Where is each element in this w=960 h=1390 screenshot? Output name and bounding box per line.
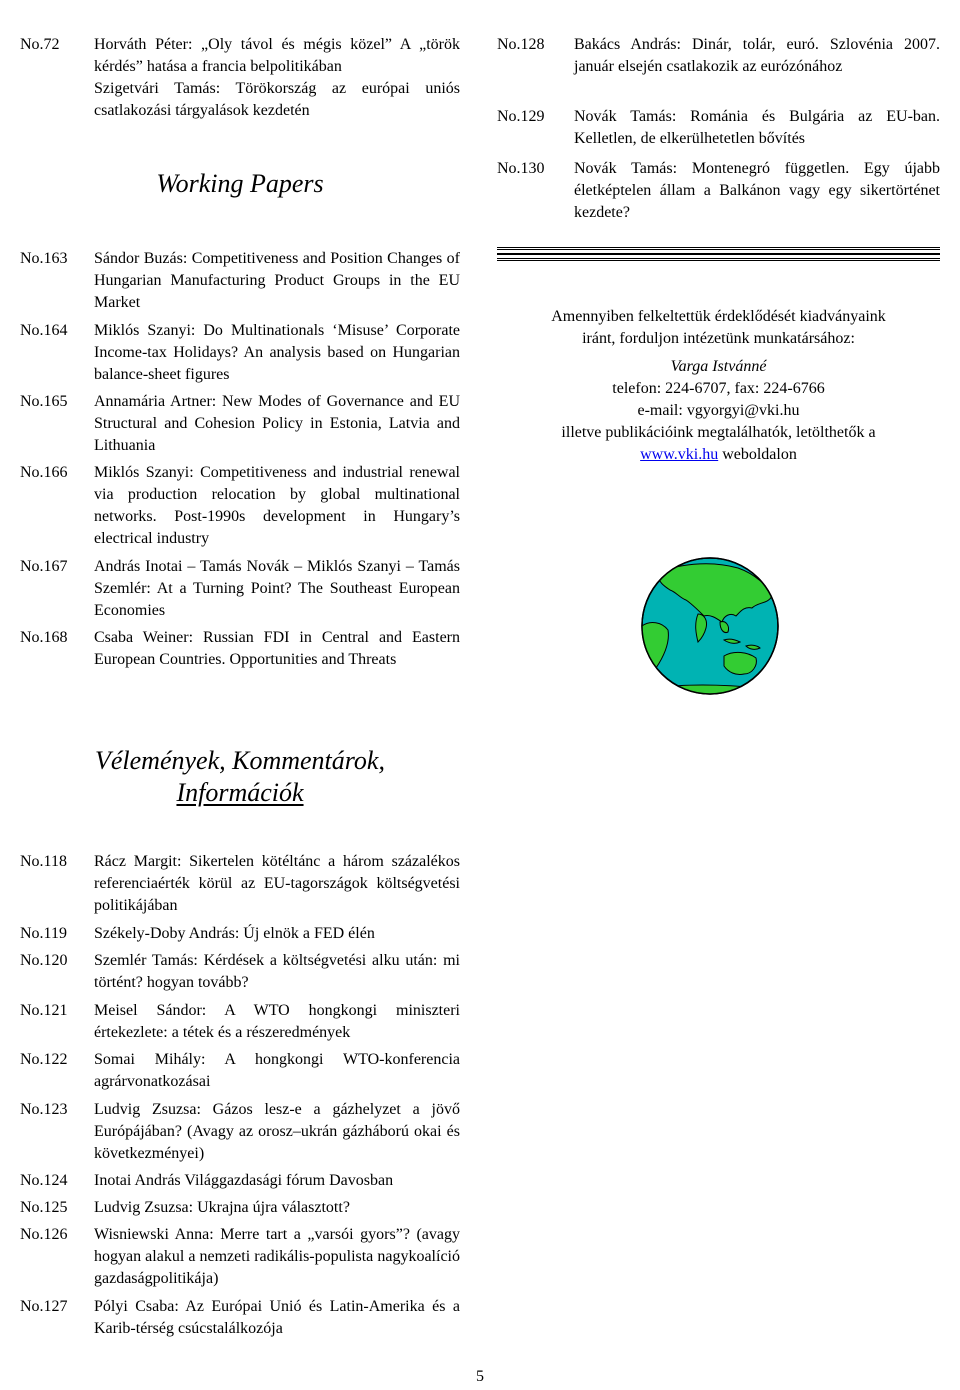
entry-title: Ludvig Zsuzsa: Ukrajna újra választott? [94,1199,350,1216]
entry-number: No.164 [20,322,68,339]
list-entry-no119 [20,923,460,947]
comments-heading-line-1: Vélemények, Kommentárok, [95,746,385,775]
entry-title: Csaba Weiner: Russian FDI in Central and Eastern European Countries. Opportunities and Threats [94,629,460,668]
entry-title: András Inotai – Tamás Novák – Miklós Szanyi – Tamás Szemlér: At a Turning Point? The Southeast European Economies [94,558,460,619]
list-entry-no165 [20,391,460,461]
entry-number: No.127 [20,1298,68,1315]
entry-number: No.128 [497,36,545,53]
entry-title: Meisel Sándor: A WTO hongkongi miniszteri értekezlete: a tétek és a részeredmények [94,1002,460,1041]
entry-title: Rácz Margit: Sikertelen kötéltánc a három százalékos referenciaérték körül az EU-tagországok költségvetési politikájában [94,853,460,914]
entry-title: Inotai András Világgazdasági fórum Davosban [94,1172,394,1189]
list-entry-no163 [20,248,460,318]
entry-number: No.166 [20,464,68,481]
list-entry-no167 [20,556,460,626]
entry-number: No.129 [497,108,545,125]
entry-number: No.167 [20,558,68,575]
entry-title: Szigetvári Tamás: Törökország az európai uniós csatlakozási tárgyalások kezdetén [94,80,460,119]
entry-number: No.72 [20,36,60,53]
list-entry-no120 [20,950,460,998]
entry-title: Szemlér Tamás: Kérdések a költségvetési alku után: mi történt? hogyan tovább? [94,952,460,991]
entry-title: Székely-Doby András: Új elnök a FED élén [94,925,375,942]
website-link[interactable]: www.vki.hu [640,446,719,463]
entry-number: No.163 [20,250,68,267]
contact-info [497,306,940,466]
list-entry-no121 [20,1000,460,1048]
entry-title: Novák Tamás: Románia és Bulgária az EU-ban. Kelletlen, de elkerülhetetlen bővítés [574,108,940,147]
list-entry-no168 [20,627,460,697]
entry-number: No.168 [20,629,68,646]
entry-number: No.120 [20,952,68,969]
working-papers-heading: Working Papers [156,169,324,198]
entry-title: Pólyi Csaba: Az Európai Unió és Latin-Amerika és a Karib-térség csúcstalálkozója [94,1298,460,1337]
contact-name: Varga Istvánné [670,358,767,375]
contact-phone: telefon: 224-6707, fax: 224-6766 [612,380,825,397]
contact-line-3: illetve publikációink megtalálhatók, letölthetők a [561,424,876,441]
entry-title: Miklós Szanyi: Do Multinationals ‘Misuse’ Corporate Income-tax Holidays? An analysis based on Hungarian balance-sheet figures [94,322,460,383]
comments-heading-line-2: Információk [176,778,304,807]
entry-title: Wisniewski Anna: Merre tart a „varsói gyors”? (avagy hogyan alakul a nemzeti radikális-populista nagykoalíció gazdaságpolitikája) [94,1226,460,1287]
website-line [497,444,940,466]
list-entry-no123 [20,1099,460,1169]
entry-title: Annamária Artner: New Modes of Governance and EU Structural and Cohesion Policy in Estonia, Latvia and Lithuania [94,393,460,454]
entry-number: No.122 [20,1051,68,1068]
entry-number: No.119 [20,925,67,942]
entry-number: No.130 [497,160,545,177]
list-entry-no129 [497,106,940,154]
list-entry-no126 [20,1224,460,1294]
list-entry-no164 [20,320,460,390]
contact-line-1: Amennyiben felkeltettük érdeklődését kiadványaink [551,308,886,325]
list-entry-no127 [20,1296,460,1344]
entry-number: No.125 [20,1199,68,1216]
entry-title: Ludvig Zsuzsa: Gázos lesz-e a gázhelyzet a jövő Európájában? (Avagy az orosz–ukrán gázháború okai és következményei) [94,1101,460,1162]
contact-line-2: iránt, forduljon intézetünk munkatársához: [582,330,855,347]
list-entry-no125 [20,1197,460,1221]
globe-icon [640,556,780,696]
list-entry-no166 [20,462,460,554]
entry-title: Somai Mihály: A hongkongi WTO-konferencia agrárvonatkozásai [94,1051,460,1090]
entry-number: No.165 [20,393,68,410]
contact-email: e-mail: vgyorgyi@vki.hu [637,402,800,419]
page-number: 5 [476,1368,484,1385]
list-entry-szigetvari [20,78,460,128]
entry-number: No.121 [20,1002,68,1019]
entry-title: Horváth Péter: „Oly távol és mégis közel” A „török kérdés” hatása a francia belpolitikában [94,36,460,75]
entry-title: Sándor Buzás: Competitiveness and Position Changes of Hungarian Manufacturing Product Groups in the EU Market [94,250,460,311]
list-entry-no124 [20,1170,460,1194]
entry-title: Novák Tamás: Montenegró független. Egy újabb életképtelen állam a Balkánon vagy egy sikertörténet kezdete? [574,160,940,221]
entry-title: Miklós Szanyi: Competitiveness and industrial renewal via production relocation by global multinational networks. Post-1990s development in Hungary’s electrical industry [94,464,460,547]
entry-number: No.118 [20,853,67,870]
list-entry-no122 [20,1049,460,1097]
double-rule-divider [497,247,940,261]
list-entry-no128 [497,34,940,104]
comments-heading [60,745,420,809]
website-suffix: weboldalon [718,446,797,463]
list-entry-no118 [20,851,460,921]
entry-number: No.124 [20,1172,68,1189]
entry-number: No.123 [20,1101,68,1118]
list-entry-no130 [497,158,940,228]
entry-title: Bakács András: Dinár, tolár, euró. Szlovénia 2007. január elsején csatlakozik az eurózónához [574,36,940,75]
entry-number: No.126 [20,1226,68,1243]
